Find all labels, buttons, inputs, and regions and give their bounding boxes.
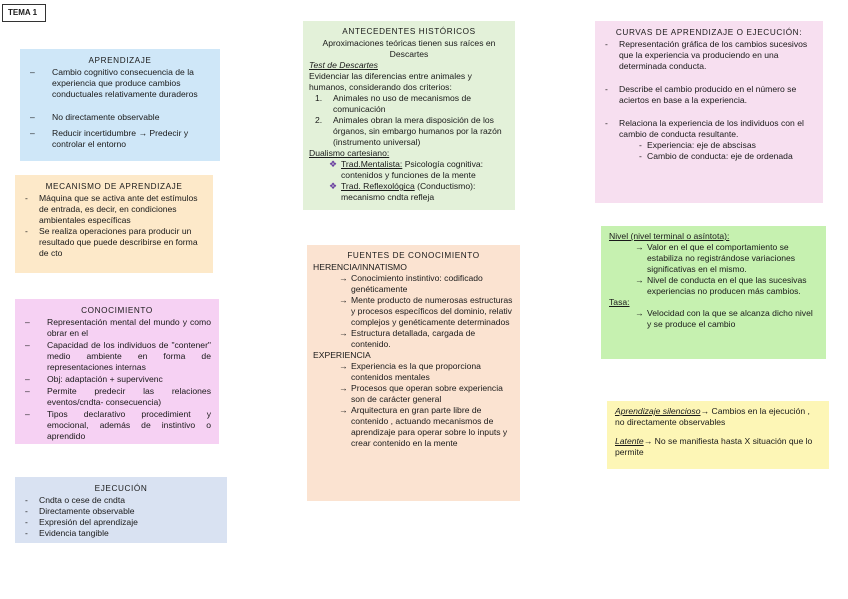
conocimiento-title: CONOCIMIENTO (81, 306, 153, 315)
list-item: ❖ Trad.Mentalista: Psicología cognitiva: contenidos y funciones de la mente (329, 159, 484, 180)
list-item: - Directamente observable (23, 506, 219, 517)
aprendizaje-card (20, 49, 220, 161)
ejecucion-card (15, 477, 227, 543)
dualismo-label: Dualismo cartesiano: (309, 148, 390, 158)
conocimiento-card (15, 299, 219, 444)
list-item: - Máquina que se activa ante det estímulos de entrada, es decir, en condiciones ambientales específicas (23, 193, 205, 226)
list-item: 2. Animales obran la mera disposición de los órganos, sin embargo humanos por la razón (instrumento universal) (315, 115, 502, 147)
test-label: Test de Descartes (309, 60, 378, 70)
list-item: → Procesos que operan sobre experiencia son de carácter general (339, 383, 503, 404)
diamond-bullet-icon: ❖ (329, 159, 338, 169)
silencioso-card (607, 401, 829, 469)
antecedentes-subtitle: Aproximaciones teóricas tienen sus raíces en Descartes (322, 38, 496, 59)
antecedentes-card (303, 21, 515, 210)
antecedentes-title: ANTECEDENTES HISTÓRICOS (342, 27, 476, 36)
list-item: – Obj: adaptación + supervivenc (23, 374, 211, 385)
list-item: → Mente producto de numerosas estructuras y procesos específicos del dominio, relativ complejos y genéticamente determinados (339, 295, 513, 327)
list-item: – Capacidad de los individuos de "contener" medio ambiente en forma de representaciones internas (23, 340, 211, 373)
list-item: → Nivel de conducta en el que las sucesivas experiencias no producen más cambios. (635, 275, 807, 296)
fuentes-title: FUENTES DE CONOCIMIENTO (347, 251, 480, 260)
list-item: - Describe el cambio producido en el número se aciertos en base a la experiencia. (603, 84, 815, 106)
herencia-heading: HERENCIA/INNATISMO (313, 262, 407, 272)
latente-line: Latente→ No se manifiesta hasta X situación que lo permite (615, 436, 813, 457)
nivel-label: Nivel (nivel terminal o asíntota): (609, 231, 730, 241)
mecanismo-title: MECANISMO DE APRENDIZAJE (45, 182, 183, 191)
experiencia-heading: EXPERIENCIA (313, 350, 371, 360)
mecanismo-card (15, 175, 213, 273)
list-item: → Arquitectura en gran parte libre de contenido , actuando mecanismos de aprendizaje para operar sobre lo inputs y crear contenido en la mente (339, 405, 508, 448)
fuentes-card (307, 245, 520, 501)
curvas-card (595, 21, 823, 203)
list-item: - Experiencia: eje de abscisas (603, 140, 815, 151)
tasa-label: Tasa: (609, 297, 630, 307)
curvas-title: CURVAS DE APRENDIZAJE O EJECUCIÓN: (615, 28, 803, 37)
list-item: 1. Animales no uso de mecanismos de comunicación (315, 93, 472, 114)
silencioso-line: Aprendizaje silencioso→ Cambios en la ejecución , no directamente observables (615, 406, 810, 427)
list-item: – Reducir incertidumbre → Predecir y controlar el entorno (28, 128, 212, 150)
list-item: - Expresión del aprendizaje (23, 517, 219, 528)
diamond-bullet-icon: ❖ (329, 181, 338, 191)
list-item: – No directamente observable (28, 112, 212, 123)
list-item: - Representación gráfica de los cambios sucesivos que la experiencia va produciendo en una determinada conducta. (603, 39, 815, 72)
list-item: – Permite predecir las relaciones eventos/cndta- consecuencia) (23, 386, 211, 408)
list-item: → Conocimiento instintivo: codificado genéticamente (339, 273, 483, 294)
list-item: - Evidencia tangible (23, 528, 219, 539)
tema-label: TEMA 1 (2, 4, 46, 22)
list-item: – Representación mental del mundo y como obrar en el (23, 317, 211, 339)
list-item: ❖ Trad. Reflexológica (Conductismo): mecanismo cndta refleja (329, 181, 476, 202)
list-item: - Se realiza operaciones para producir un resultado que puede describirse en forma de cto (23, 226, 205, 259)
list-item: – Tipos declarativo procedimient y emocional, además de instintivo o aprendido (23, 409, 211, 442)
list-item: → Valor en el que el comportamiento se estabiliza no registrándose variaciones significativas en el mismo. (635, 242, 796, 274)
list-item: - Relaciona la experiencia de los individuos con el cambio de conducta resultante. (603, 118, 815, 140)
list-item: - Cambio de conducta: eje de ordenada (603, 151, 815, 162)
list-item: → Velocidad con la que se alcanza dicho nivel y se produce el cambio (635, 308, 813, 329)
aprendizaje-title: APRENDIZAJE (88, 56, 152, 65)
ejecucion-title: EJECUCIÓN (94, 484, 148, 493)
list-item: - Cndta o cese de cndta (23, 495, 219, 506)
nivel-card (601, 226, 826, 359)
list-item: → Estructura detallada, cargada de contenido. (339, 328, 476, 349)
list-item: → Experiencia es la que proporciona contenidos mentales (339, 361, 481, 382)
list-item: – Cambio cognitivo consecuencia de la experiencia que produce cambios conductuales relativamente duraderos (28, 67, 212, 100)
test-intro: Evidenciar las diferencias entre animales y humanos, considerando dos criterios: (309, 71, 472, 92)
